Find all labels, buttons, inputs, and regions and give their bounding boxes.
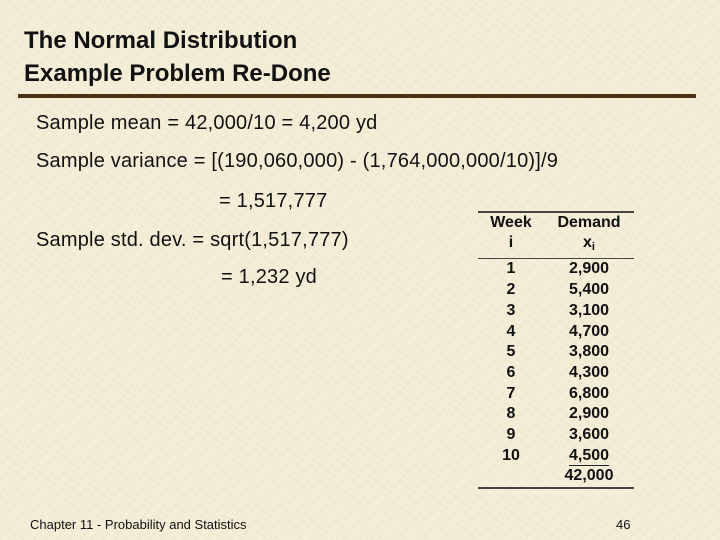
- demand-cell: [544, 301, 634, 322]
- footer-chapter: Chapter 11 - Probability and Statistics: [30, 517, 247, 532]
- table-body: [478, 259, 634, 466]
- table-row: [478, 446, 634, 467]
- table-row: [478, 259, 634, 280]
- week-cell: 4: [506, 322, 516, 340]
- demand-value: 4,500: [568, 446, 610, 464]
- demand-cell: [544, 384, 634, 405]
- table-header-row-1: [478, 213, 634, 234]
- total-demand: 42,000: [564, 467, 614, 485]
- demand-cell: [544, 363, 634, 384]
- table-row: [478, 322, 634, 343]
- demand-value: 2,900: [568, 260, 610, 278]
- demand-value: 5,400: [568, 281, 610, 299]
- week-cell: 3: [506, 301, 516, 319]
- table-total-row: [478, 466, 634, 487]
- sample-variance-line: Sample variance = [(190,060,000) - (1,764,000,000/10)]/9: [36, 150, 559, 172]
- page-number: 46: [616, 517, 631, 532]
- demand-cell: [544, 404, 634, 425]
- demand-value: 3,100: [568, 301, 610, 319]
- week-cell: 1: [506, 260, 516, 278]
- demand-cell: [544, 259, 634, 280]
- demand-value: 3,800: [568, 343, 610, 361]
- demand-table: [478, 211, 634, 489]
- table-bottom-rule: [478, 487, 634, 489]
- slide-title: [24, 24, 331, 90]
- demand-value: 4,700: [568, 322, 610, 340]
- table-row: [478, 342, 634, 363]
- week-cell: 7: [506, 384, 516, 402]
- sample-mean-line: Sample mean = 42,000/10 = 4,200 yd: [36, 112, 378, 134]
- title-line-1: The Normal Distribution: [24, 27, 298, 54]
- header-index: i: [508, 234, 514, 252]
- week-cell: 6: [506, 363, 516, 381]
- table-row: [478, 363, 634, 384]
- table-row: [478, 425, 634, 446]
- demand-value: 3,600: [568, 426, 610, 444]
- table-row: [478, 280, 634, 301]
- week-cell: 8: [506, 405, 516, 423]
- title-divider: [18, 94, 696, 98]
- header-x: $x_i$: [583, 234, 595, 254]
- table-row: [478, 301, 634, 322]
- sample-variance-result: = 1,517,777: [219, 190, 328, 212]
- demand-cell: [544, 342, 634, 363]
- sample-stddev-result: = 1,232 yd: [221, 266, 317, 288]
- table-row: [478, 384, 634, 405]
- header-demand: Demand: [557, 213, 621, 231]
- title-line-2: Example Problem Re-Done: [24, 60, 331, 87]
- demand-cell: [544, 446, 634, 467]
- week-cell: 9: [506, 426, 516, 444]
- demand-cell: [544, 280, 634, 301]
- table-row: [478, 404, 634, 425]
- demand-cell: [544, 425, 634, 446]
- week-cell: 10: [502, 446, 520, 464]
- week-cell: 5: [506, 343, 516, 361]
- demand-cell: [544, 322, 634, 343]
- header-week: Week: [490, 213, 532, 231]
- table-header-row-2: [478, 233, 634, 258]
- demand-value: 2,900: [568, 405, 610, 423]
- sample-stddev-line: Sample std. dev. = sqrt(1,517,777): [36, 229, 349, 251]
- demand-value: 6,800: [568, 384, 610, 402]
- demand-value: 4,300: [568, 363, 610, 381]
- week-cell: 2: [506, 281, 516, 299]
